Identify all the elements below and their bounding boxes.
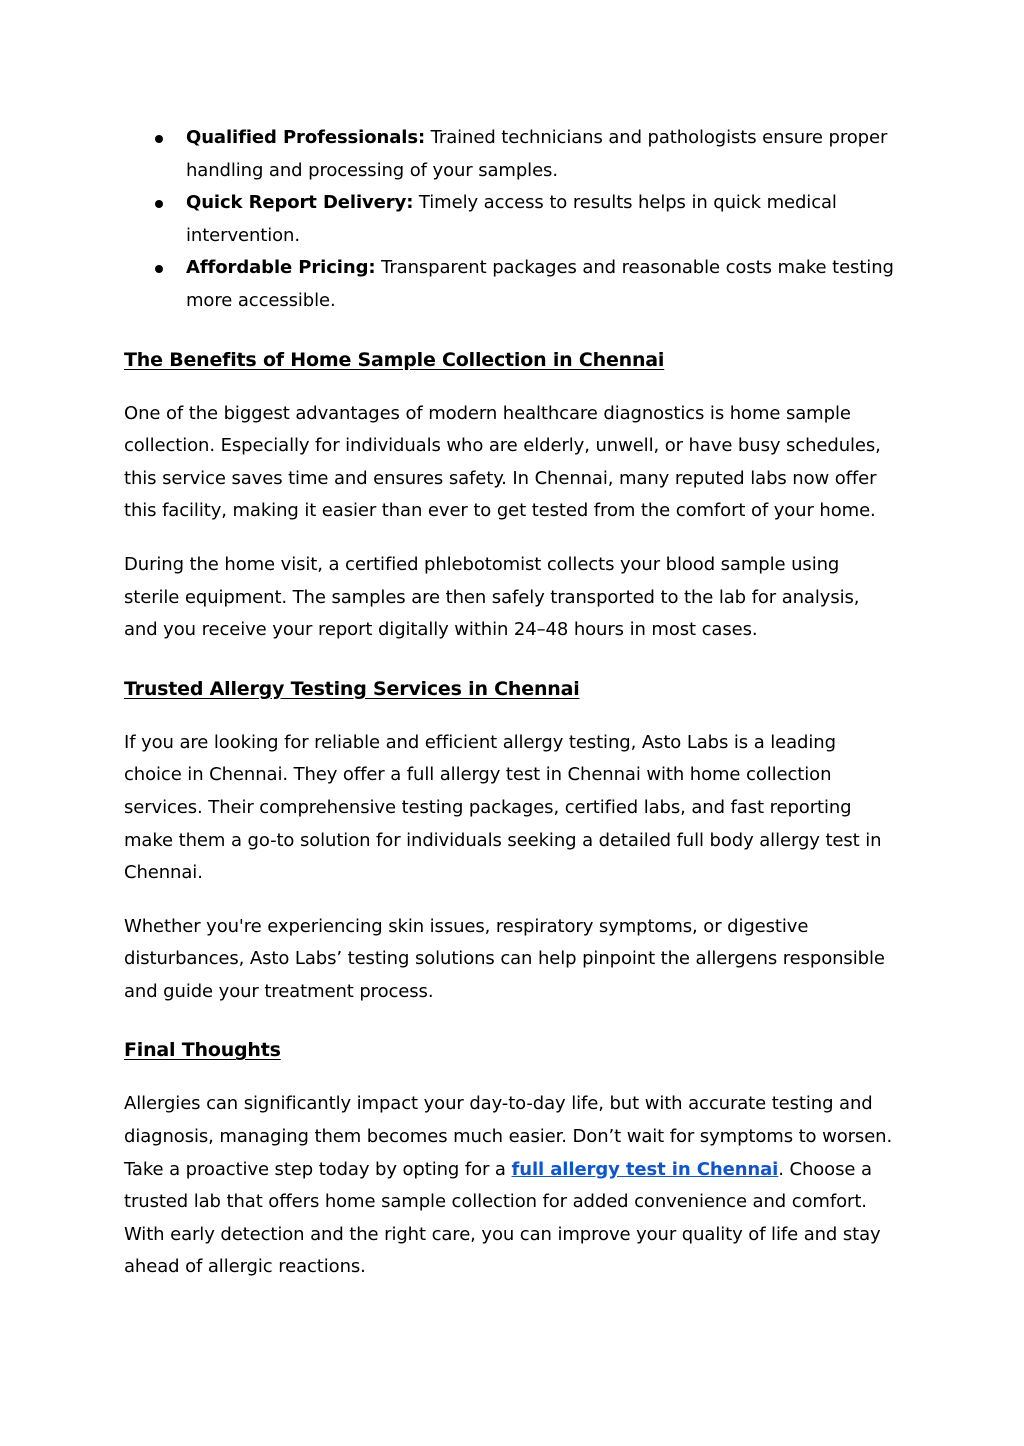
section-heading-benefits: The Benefits of Home Sample Collection in Chennai <box>124 348 665 371</box>
final-text-after-link: . Choose a trusted lab that offers home sample collection for added convenience and comfort. With early detection and the right care, you can improve your quality of life and stay ahead of allergic reactions. <box>124 1158 881 1278</box>
paragraph-trusted-2: Whether you're experiencing skin issues, respiratory symptoms, or digestive disturbances, Asto Labs’ testing solutions can help pinpoint the allergens responsible and guide your treatment process. <box>124 915 885 1002</box>
bullet-item-qualified-professionals <box>124 122 896 187</box>
bullet-icon <box>155 265 163 273</box>
bullet-icon <box>155 200 163 208</box>
full-allergy-test-link[interactable]: full allergy test in Chennai <box>511 1158 779 1180</box>
bullet-text: Trained technicians and pathologists ensure proper handling and processing of your samples. <box>186 127 888 181</box>
feature-bullet-list <box>124 122 896 318</box>
section-heading-trusted-services: Trusted Allergy Testing Services in Chennai <box>124 677 580 700</box>
paragraph-trusted-1: If you are looking for reliable and efficient allergy testing, Asto Labs is a leading choice in Chennai. They offer a full allergy test in Chennai with home collection services. Their comprehensive testing packages, certified labs, and fast reporting make them a go-to solution for individuals seeking a detailed full body allergy test in Chennai. <box>124 731 882 884</box>
bullet-term: Qualified Professionals: <box>186 127 426 148</box>
bullet-icon <box>155 135 163 143</box>
paragraph-benefits-2: During the home visit, a certified phlebotomist collects your blood sample using sterile equipment. The samples are then safely transported to the lab for analysis, and you receive your report digitally within 24–48 hours in most cases. <box>124 553 860 641</box>
bullet-item-affordable-pricing <box>124 252 896 317</box>
final-text-before-link: Allergies can significantly impact your day-to-day life, but with accurate testing and diagnosis, managing them becomes much easier. Don’t wait for symptoms to worsen. Take a proactive step today by opting for a <box>124 1093 893 1180</box>
bullet-term: Quick Report Delivery: <box>186 192 414 214</box>
bullet-item-quick-report-delivery <box>124 187 896 252</box>
section-heading-final-thoughts: Final Thoughts <box>124 1039 281 1062</box>
document-page <box>124 122 896 1284</box>
bullet-text: Timely access to results helps in quick medical intervention. <box>186 192 837 246</box>
paragraph-final-thoughts <box>124 1088 896 1284</box>
paragraph-benefits-1: One of the biggest advantages of modern healthcare diagnostics is home sample collection. Especially for individuals who are elderly, unwell, or have busy schedules, this service saves time and ensures safety. In Chennai, many reputed labs now offer this facility, making it easier than ever to get tested from the comfort of your home. <box>124 402 881 522</box>
bullet-text: Transparent packages and reasonable costs make testing more accessible. <box>186 257 894 311</box>
bullet-term: Affordable Pricing: <box>186 257 376 279</box>
